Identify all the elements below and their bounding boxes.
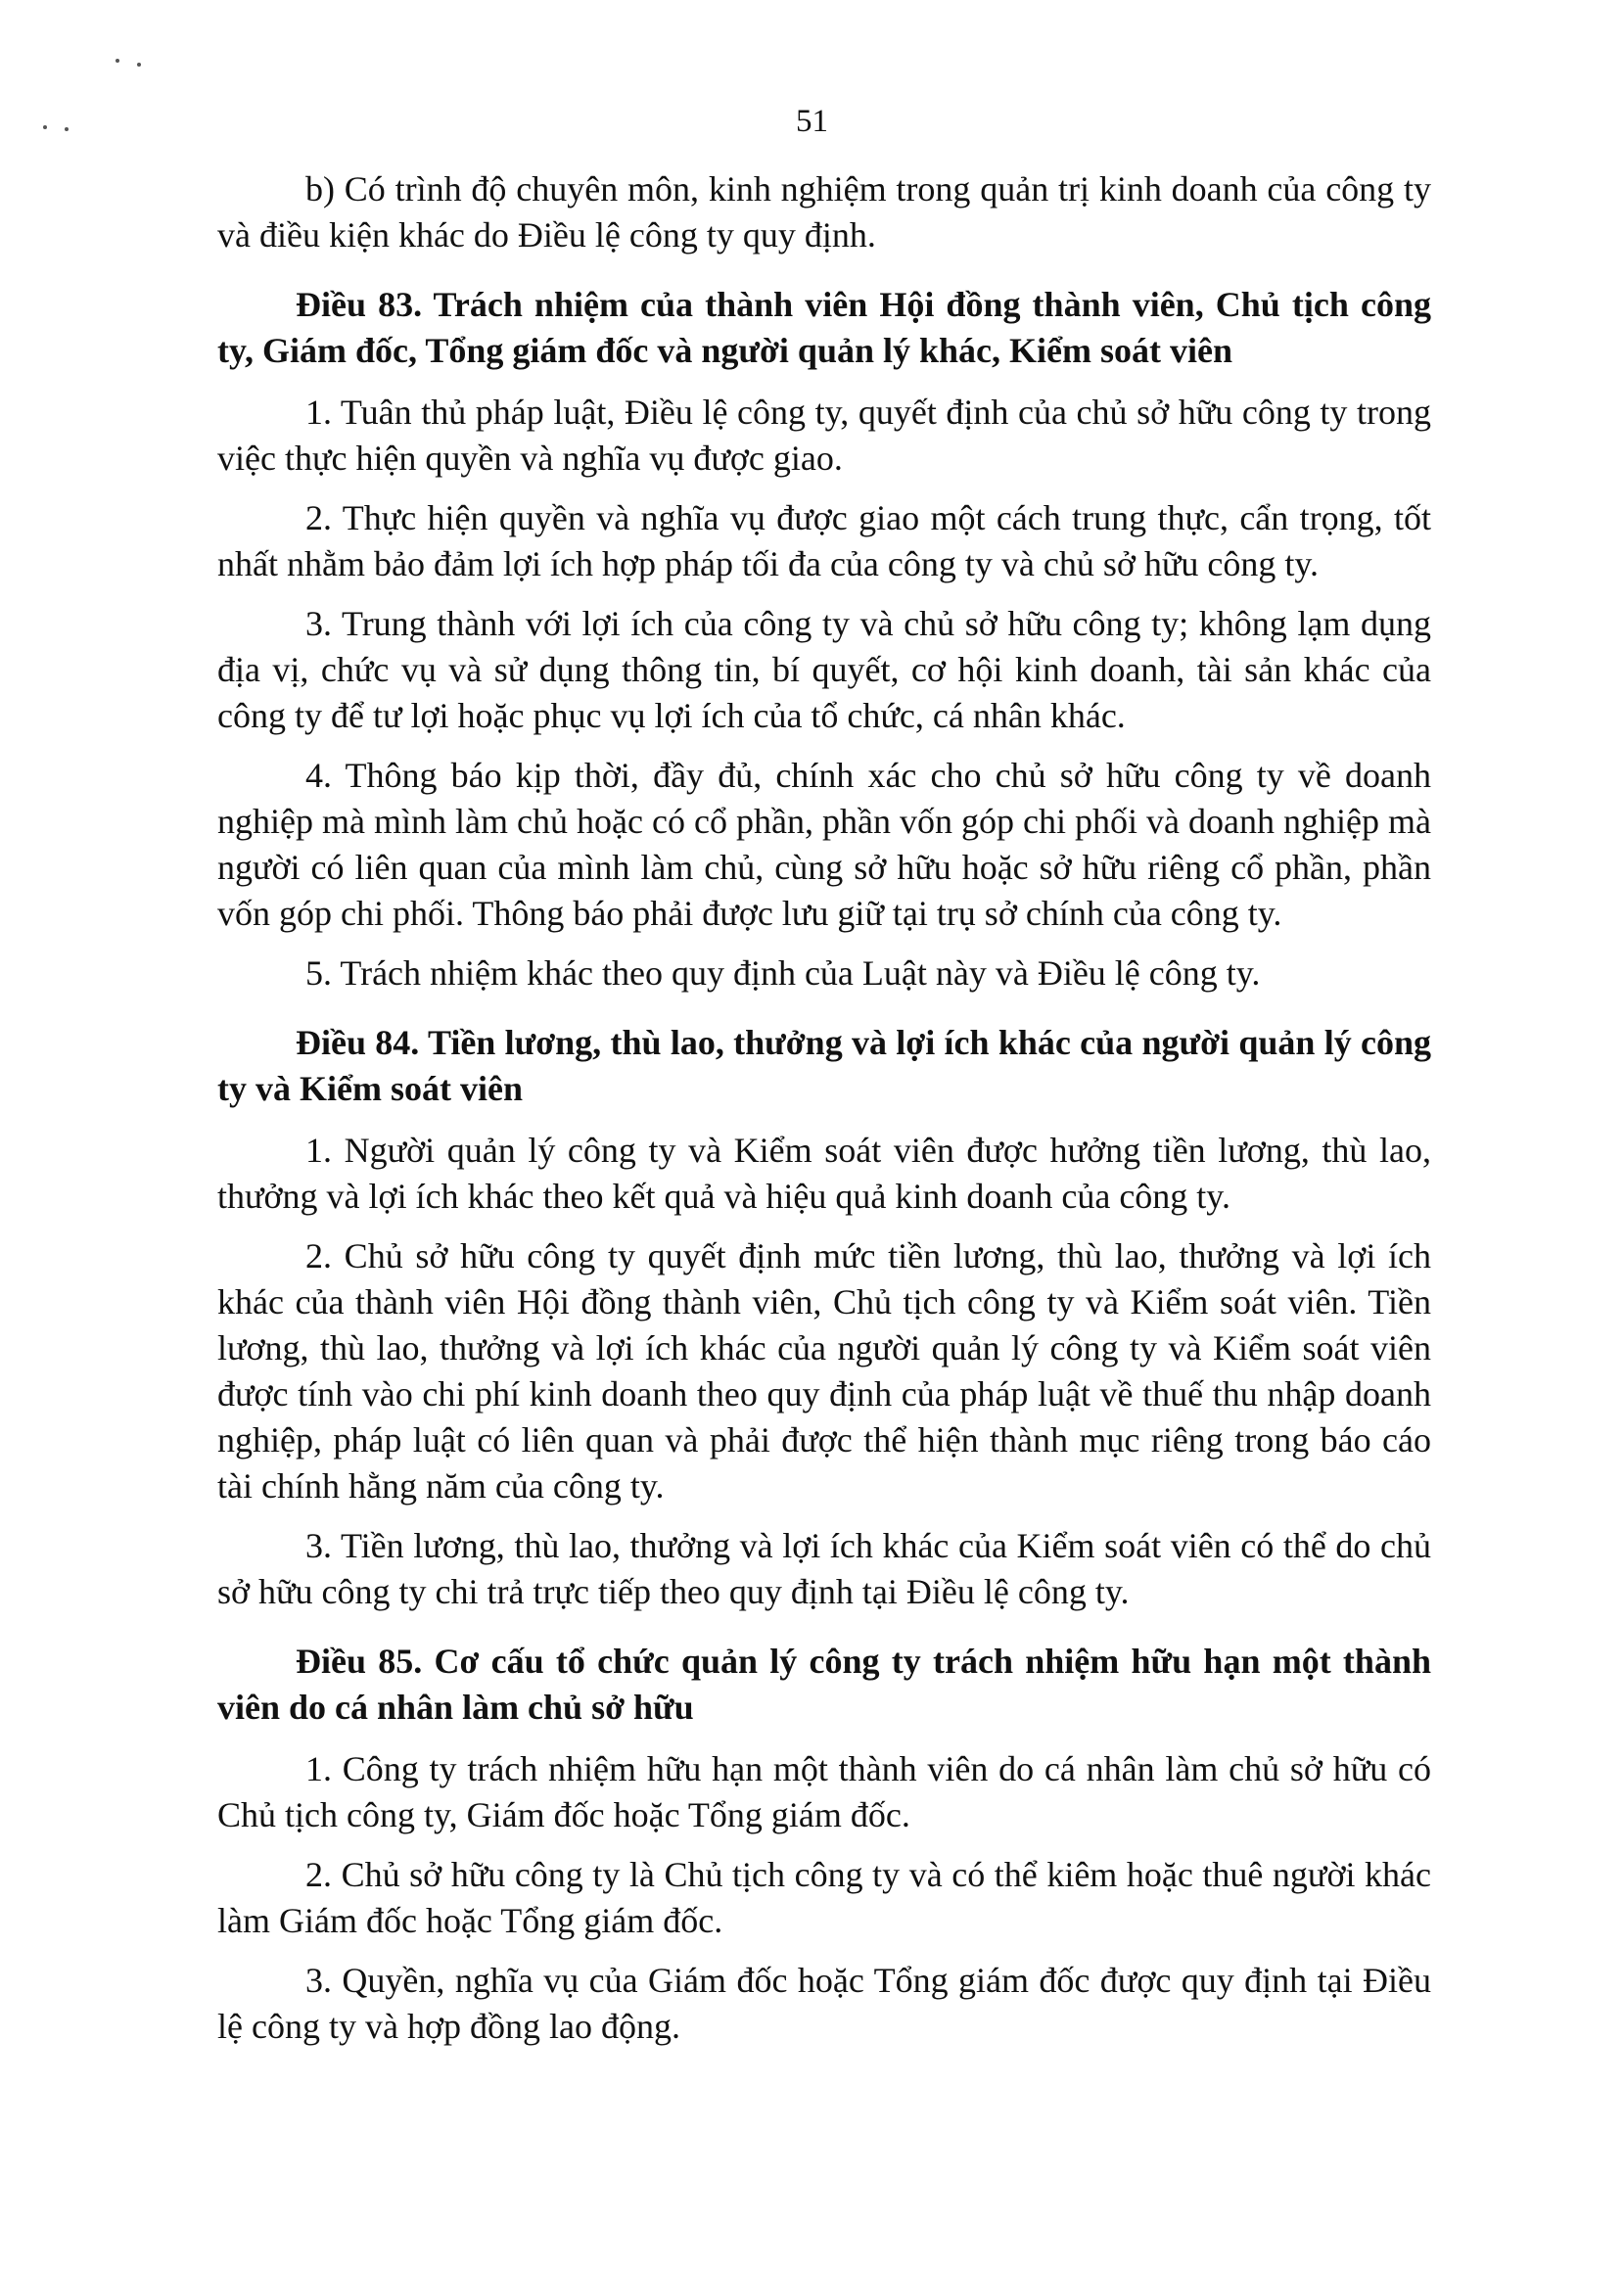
article-heading: Điều 83. Trách nhiệm của thành viên Hội đồng thành viên, Chủ tịch công ty, Giám đốc, Tổng giám đốc và người quản lý khác, Kiểm soát viên bbox=[217, 285, 1431, 370]
scan-speck bbox=[137, 63, 141, 67]
scan-speck bbox=[116, 59, 119, 63]
paragraph: 3. Quyền, nghĩa vụ của Giám đốc hoặc Tổng giám đốc được quy định tại Điều lệ công ty và hợp đồng lao động. bbox=[217, 1961, 1431, 2046]
paragraph: 1. Tuân thủ pháp luật, Điều lệ công ty, quyết định của chủ sở hữu công ty trong việc thực hiện quyền và nghĩa vụ được giao. bbox=[217, 393, 1431, 478]
paragraph: 2. Chủ sở hữu công ty là Chủ tịch công ty và có thể kiêm hoặc thuê người khác làm Giám đốc hoặc Tổng giám đốc. bbox=[217, 1855, 1431, 1940]
paragraph: 5. Trách nhiệm khác theo quy định của Luật này và Điều lệ công ty. bbox=[305, 953, 1261, 993]
paragraph: 3. Tiền lương, thù lao, thưởng và lợi ích khác của Kiểm soát viên có thể do chủ sở hữu công ty chi trả trực tiếp theo quy định tại Điều lệ công ty. bbox=[217, 1526, 1431, 1611]
paragraph: 4. Thông báo kịp thời, đầy đủ, chính xác cho chủ sở hữu công ty về doanh nghiệp mà mình làm chủ hoặc có cổ phần, phần vốn góp chi phối và doanh nghiệp mà người có liên quan của mình làm chủ, cùng sở hữu hoặc sở hữu riêng cổ phần, phần vốn góp chi phối. Thông báo phải được lưu giữ tại trụ sở chính của công ty. bbox=[217, 756, 1431, 933]
paragraph: 2. Chủ sở hữu công ty quyết định mức tiền lương, thù lao, thưởng và lợi ích khác của thành viên Hội đồng thành viên, Chủ tịch công ty và Kiểm soát viên. Tiền lương, thù lao, thưởng và lợi ích khác của người quản lý công ty và Kiểm soát viên được tính vào chi phí kinh doanh theo quy định của pháp luật về thuế thu nhập doanh nghiệp, pháp luật có liên quan và phải được thể hiện thành mục riêng trong báo cáo tài chính hằng năm của công ty. bbox=[217, 1236, 1431, 1506]
paragraph: b) Có trình độ chuyên môn, kinh nghiệm trong quản trị kinh doanh của công ty và điều kiện khác do Điều lệ công ty quy định. bbox=[217, 169, 1431, 255]
page-number: 51 bbox=[796, 104, 828, 139]
document-body bbox=[217, 166, 1431, 2063]
article-heading: Điều 84. Tiền lương, thù lao, thưởng và lợi ích khác của người quản lý công ty và Kiểm soát viên bbox=[217, 1023, 1431, 1108]
paragraph: 2. Thực hiện quyền và nghĩa vụ được giao một cách trung thực, cẩn trọng, tốt nhất nhằm bảo đảm lợi ích hợp pháp tối đa của công ty và chủ sở hữu công ty. bbox=[217, 498, 1431, 583]
article-heading: Điều 85. Cơ cấu tổ chức quản lý công ty trách nhiệm hữu hạn một thành viên do cá nhân làm chủ sở hữu bbox=[217, 1642, 1431, 1727]
paragraph: 3. Trung thành với lợi ích của công ty và chủ sở hữu công ty; không lạm dụng địa vị, chức vụ và sử dụng thông tin, bí quyết, cơ hội kinh doanh, tài sản khác của công ty để tư lợi hoặc phục vụ lợi ích của tổ chức, cá nhân khác. bbox=[217, 604, 1431, 735]
paragraph: 1. Công ty trách nhiệm hữu hạn một thành viên do cá nhân làm chủ sở hữu có Chủ tịch công ty, Giám đốc hoặc Tổng giám đốc. bbox=[217, 1749, 1431, 1834]
paragraph: 1. Người quản lý công ty và Kiểm soát viên được hưởng tiền lương, thù lao, thưởng và lợi ích khác theo kết quả và hiệu quả kinh doanh của công ty. bbox=[217, 1131, 1431, 1216]
